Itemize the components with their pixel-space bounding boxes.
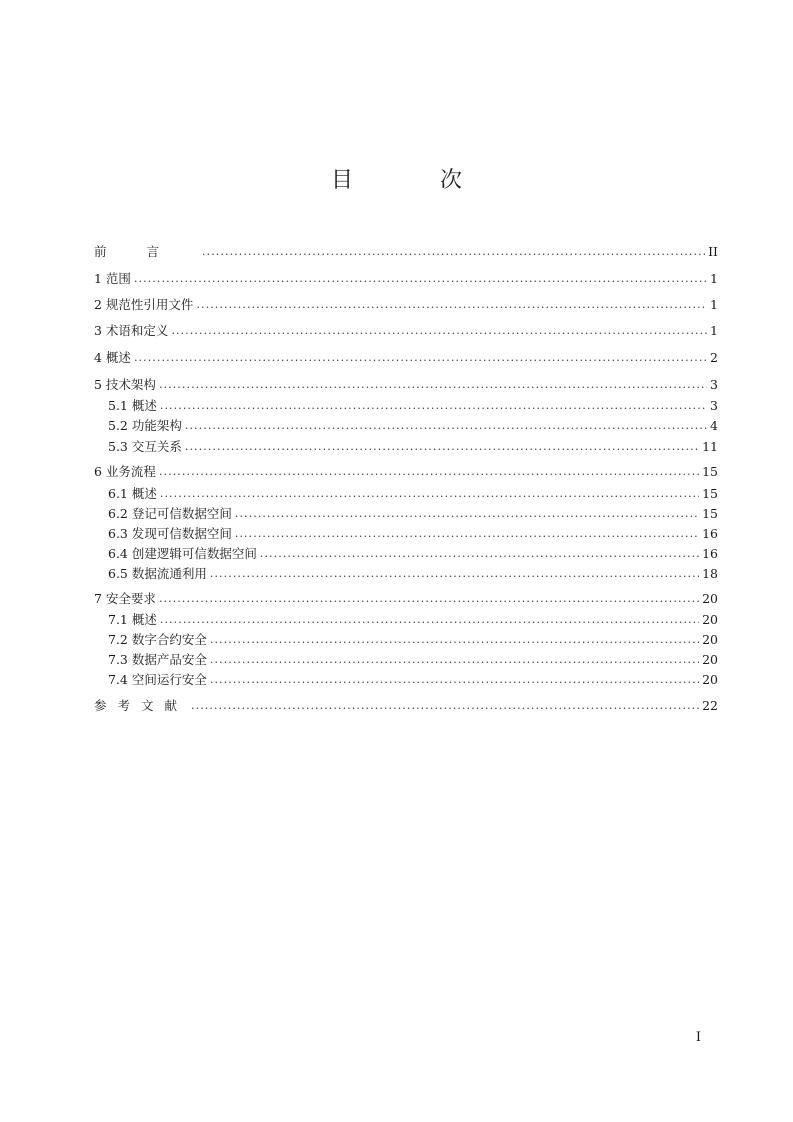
toc-entry-7-1[interactable] xyxy=(94,608,718,628)
toc-entry-business-process[interactable] xyxy=(94,460,718,480)
toc-entry-5-2[interactable] xyxy=(94,414,718,434)
toc-entry-6-1[interactable] xyxy=(94,482,718,502)
toc-entry-page: 1 xyxy=(710,323,718,338)
toc-entry-normative-references[interactable] xyxy=(94,293,718,313)
toc-entry-label: 7 安全要求 xyxy=(94,591,156,606)
toc-entry-overview[interactable] xyxy=(94,346,718,366)
leader-dots xyxy=(210,652,699,668)
leader-dots xyxy=(160,486,699,502)
toc-entry-page: 4 xyxy=(710,418,718,433)
leader-dots xyxy=(260,546,699,562)
toc-entry-label: 前言 xyxy=(94,244,200,259)
toc-entry-6-2[interactable] xyxy=(94,502,718,522)
toc-entry-scope[interactable] xyxy=(94,267,718,287)
toc-entry-page: 18 xyxy=(702,566,718,581)
toc-entry-label: 7.4 空间运行安全 xyxy=(108,672,207,687)
toc-entry-page: 20 xyxy=(702,612,718,627)
leader-dots xyxy=(134,350,707,366)
toc-entry-page: 20 xyxy=(702,672,718,687)
toc-entry-page: 3 xyxy=(710,398,718,413)
leader-dots xyxy=(202,244,705,260)
toc-entry-label: 5.3 交互关系 xyxy=(108,439,182,454)
toc-entry-page: 16 xyxy=(702,526,718,541)
leader-dots xyxy=(159,464,699,480)
toc-entry-label: 5.1 概述 xyxy=(108,398,157,413)
toc-entry-architecture[interactable] xyxy=(94,373,718,393)
toc-entry-label: 7.1 概述 xyxy=(108,612,157,627)
toc-entry-label: 7.2 数字合约安全 xyxy=(108,632,207,647)
page-title: 目 次 xyxy=(331,168,502,193)
toc-entry-page: 11 xyxy=(702,439,718,454)
toc-entry-label: 7.3 数据产品安全 xyxy=(108,652,207,667)
leader-dots xyxy=(191,698,699,714)
toc-entry-page: 20 xyxy=(702,591,718,606)
toc-entry-7-3[interactable] xyxy=(94,648,718,668)
toc-entry-security[interactable] xyxy=(94,587,718,607)
toc-entry-page: 15 xyxy=(702,506,718,521)
toc-entry-page: 16 xyxy=(702,546,718,561)
toc-entry-foreword[interactable] xyxy=(94,240,718,260)
leader-dots xyxy=(196,297,707,313)
toc-entry-6-3[interactable] xyxy=(94,522,718,542)
toc-entry-page: II xyxy=(708,244,718,259)
toc-entry-label: 4 概述 xyxy=(94,350,131,365)
toc-entry-label: 6 业务流程 xyxy=(94,464,156,479)
toc-entry-label: 6.3 发现可信数据空间 xyxy=(108,526,232,541)
page-number: I xyxy=(695,1030,701,1045)
leader-dots xyxy=(171,323,707,339)
leader-dots xyxy=(210,632,699,648)
toc-entry-terms[interactable] xyxy=(94,319,718,339)
toc-entry-page: 15 xyxy=(702,486,718,501)
toc-entry-page: 1 xyxy=(710,297,718,312)
leader-dots xyxy=(210,566,699,582)
leader-dots xyxy=(159,591,699,607)
toc-entry-label: 6.5 数据流通利用 xyxy=(108,566,207,581)
leader-dots xyxy=(160,612,699,628)
toc-entry-label: 5 技术架构 xyxy=(94,377,156,392)
leader-dots xyxy=(210,672,699,688)
toc-entry-label: 6.4 创建逻辑可信数据空间 xyxy=(108,546,257,561)
toc-entry-5-3[interactable] xyxy=(94,435,718,455)
toc-entry-label: 6.2 登记可信数据空间 xyxy=(108,506,232,521)
leader-dots xyxy=(185,439,699,455)
leader-dots xyxy=(134,271,707,287)
leader-dots xyxy=(185,418,707,434)
toc-entry-page: 20 xyxy=(702,632,718,647)
toc-entry-label: 3 术语和定义 xyxy=(94,323,169,338)
toc-entry-6-4[interactable] xyxy=(94,542,718,562)
toc-entry-label: 1 范围 xyxy=(94,271,131,286)
toc-entry-bibliography[interactable] xyxy=(94,694,718,714)
toc-entry-7-4[interactable] xyxy=(94,668,718,688)
toc-entry-page: 15 xyxy=(702,464,718,479)
toc-entry-page: 1 xyxy=(710,271,718,286)
leader-dots xyxy=(159,377,707,393)
leader-dots xyxy=(235,526,699,542)
toc-entry-label: 2 规范性引用文件 xyxy=(94,297,194,312)
toc-entry-label: 5.2 功能架构 xyxy=(108,418,182,433)
toc-entry-5-1[interactable] xyxy=(94,394,718,414)
toc-entry-7-2[interactable] xyxy=(94,628,718,648)
toc-entry-page: 3 xyxy=(710,377,718,392)
leader-dots xyxy=(235,506,699,522)
toc-entry-label: 参考文献 xyxy=(94,698,189,713)
toc-entry-page: 2 xyxy=(710,350,718,365)
toc-entry-6-5[interactable] xyxy=(94,562,718,582)
leader-dots xyxy=(160,398,707,414)
toc-entry-label: 6.1 概述 xyxy=(108,486,157,501)
toc-entry-page: 22 xyxy=(702,698,718,713)
toc-entry-page: 20 xyxy=(702,652,718,667)
